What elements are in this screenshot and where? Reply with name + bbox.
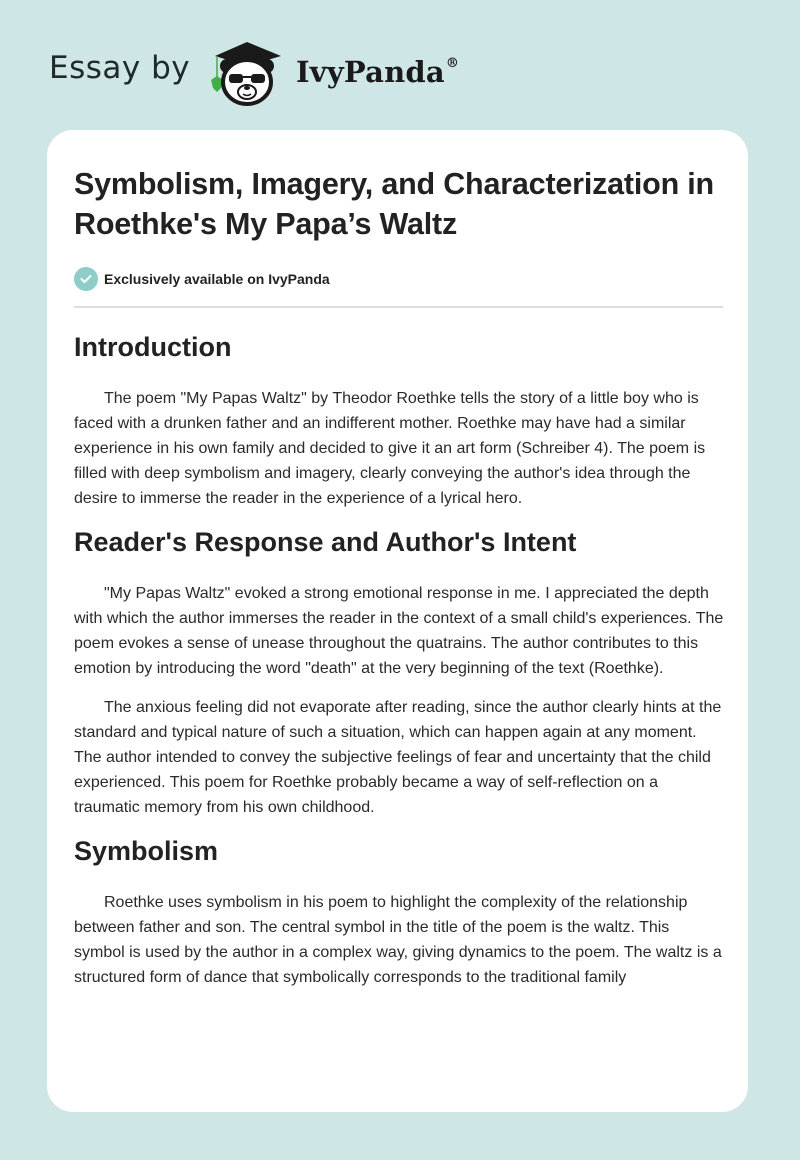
essay-card xyxy=(47,130,748,1112)
paragraph: The poem "My Papas Waltz" by Theodor Roethke tells the story of a little boy who is faced with a drunken father and an indifferent mother. Roethke may have had a similar experience in his own family and decided to give it an art form (Schreiber 4). The poem is filled with deep symbolism and imagery, clearly conveying the author's idea through the desire to immerse the reader in the experience of a lyrical hero. xyxy=(74,390,706,507)
section-heading: Symbolism xyxy=(74,836,219,866)
title-divider xyxy=(74,306,723,308)
paragraph: "My Papas Waltz" evoked a strong emotional response in me. I appreciated the depth with which the author immerses the reader in the context of a small child's experiences. The poem evokes a sense of unease throughout the quatrains. The author contributes to this emotion by introducing the word "death" at the very beginning of the text (Roethke). xyxy=(74,585,724,677)
registered-mark: ® xyxy=(445,56,460,72)
section-heading: Introduction xyxy=(74,332,232,362)
paragraph: Roethke uses symbolism in his poem to highlight the complexity of the relationship between father and son. The central symbol in the title of the poem is the waltz. This symbol is used by the author in a complex way, giving dynamics to the poem. The waltz is a structured form of dance that symbolically corresponds to the traditional family xyxy=(74,894,722,986)
exclusive-badge-text: Exclusively available on IvyPanda xyxy=(104,271,330,287)
exclusive-badge xyxy=(74,266,724,292)
site-header xyxy=(0,0,800,130)
essay-content xyxy=(74,164,724,1004)
section-introduction xyxy=(74,330,724,511)
brand-text: IvyPanda xyxy=(296,55,445,89)
paragraph: The anxious feeling did not evaporate after reading, since the author clearly hints at the standard and typical nature of such a situation, which can happen again at any moment. The author intended to convey the subjective feelings of fear and uncertainty that the child experienced. This poem for Roethke probably became a way of self-reflection on a traumatic memory from his own childhood. xyxy=(74,699,722,816)
essay-title: Symbolism, Imagery, and Characterization in Roethke's My Papa’s Waltz xyxy=(74,167,714,241)
section-symbolism xyxy=(74,834,724,990)
essay-by-label: Essay by xyxy=(49,50,191,86)
check-circle-icon xyxy=(74,267,98,291)
section-heading: Reader's Response and Author's Intent xyxy=(74,527,577,557)
section-readers-response xyxy=(74,525,724,820)
panda-graduation-cap-icon[interactable] xyxy=(203,36,291,108)
brand-name[interactable] xyxy=(296,55,459,89)
